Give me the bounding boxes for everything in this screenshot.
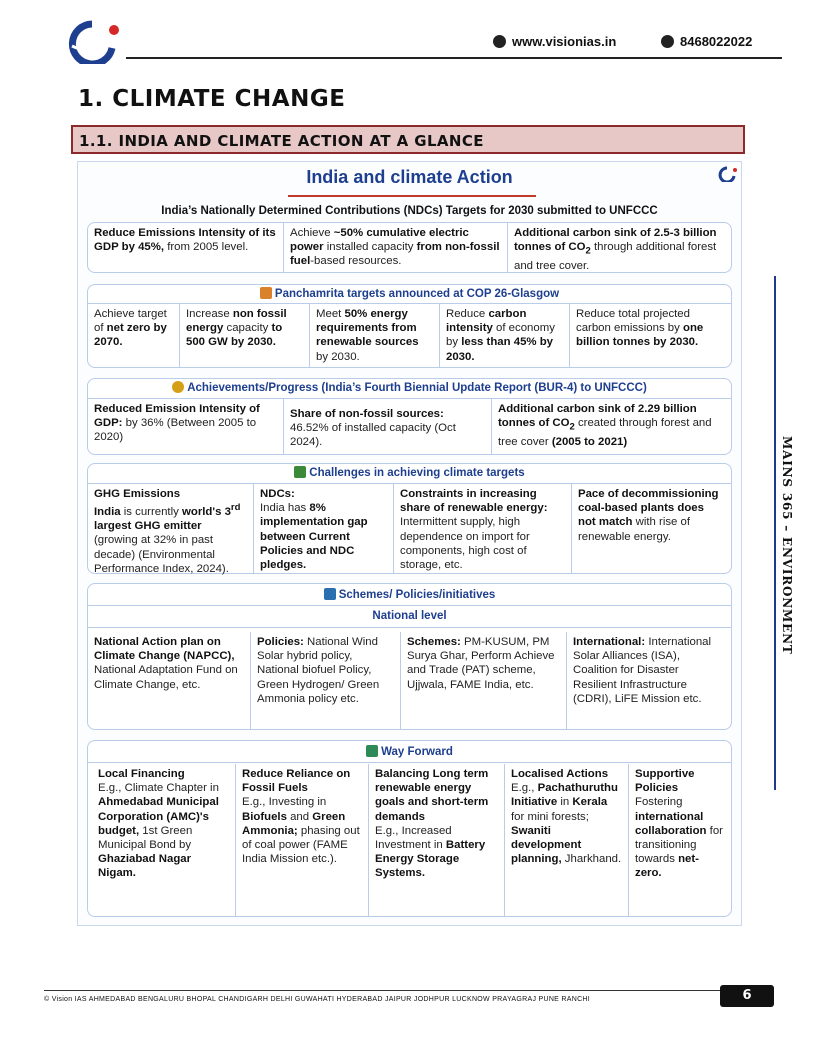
achievements-heading: Achievements/Progress (India’s Fourth Biennial Update Report (BUR-4) to UNFCCC) [88,381,731,394]
ndc-emissions-cell: Reduce Emissions Intensity of its GDP by 45%, from 2005 level. [88,223,284,272]
ndc-heading: India’s Nationally Determined Contributions (NDCs) Targets for 2030 submitted to UNFCCC [161,205,658,217]
achievement-emission-intensity: Reduced Emission Intensity of GDP: by 36% (Between 2005 to 2020) [88,399,284,454]
trophy-icon [172,381,184,393]
section-title: 1.1. INDIA AND CLIMATE ACTION AT A GLANCE [71,125,745,154]
phone-contact [661,34,752,49]
chart-icon [294,466,306,478]
way-forward-heading: Way Forward [88,745,731,758]
ndc-nonfossil-cell: Achieve ~50% cumulative electric power installed capacity from non-fossil fuel-based resources. [284,223,508,272]
schemes-heading: Schemes/ Policies/initiatives [88,588,731,601]
policy-icon [324,588,336,600]
infographic [77,161,742,926]
scheme-international: International: International Solar Alliances (ISA), Coalition for Disaster Resilient Infrastructure (CDRI), LiFE Mission etc. [573,636,712,705]
scheme-schemes: Schemes: PM-KUSUM, PM Surya Ghar, Perform Achieve and Trade (PAT) scheme, Ujjwala, FAME India, etc. [401,632,567,729]
mini-logo-icon [718,166,738,182]
wf-local-financing: Local Financing E.g., Climate Chapter in Ahmedabad Municipal Corporation (AMC)'s budget, 1st Green Municipal Bond by Ghaziabad Nagar Nigam. [88,764,236,916]
title-underline [288,195,536,197]
achievement-non-fossil: Share of non-fossil sources: 46.52% of installed capacity (Oct 2024). [284,399,492,454]
ndc-carbon-sink-cell: Additional carbon sink of 2.5-3 billion tonnes of $CO_2$ through additional forest and tree cover. [514,227,717,272]
panchamrita-emissions: Reduce total projected carbon emissions by one billion tonnes by 2030. [576,308,704,349]
website-text[interactable]: www.visionias.in [512,34,617,49]
footer-cities: © Vision IAS AHMEDABAD BENGALURU BHOPAL CHANDIGARH DELHI GUWAHATI HYDERABAD JAIPUR JODHPUR LUCKNOW PRAYAGRAJ PUNE RANCHI [44,996,591,1003]
globe-icon [493,35,506,48]
phone-icon [661,35,674,48]
side-label: MAINS 365 – ENVIRONMENT [780,436,794,655]
vision-ias-logo [62,18,124,64]
panchamrita-net-zero: Achieve target of net zero by 2070. [88,304,180,367]
target-icon [260,287,272,299]
way-forward-box [87,740,732,917]
footer-divider [44,990,720,991]
infographic-title: India and climate Action [306,167,513,187]
page-number: 6 [720,985,774,1007]
ndc-box [87,222,732,273]
phone-text: 8468022022 [680,34,753,49]
road-icon [366,745,378,757]
panchamrita-carbon-intensity: Reduce carbon intensity of economy by less than 45% by 2030. [440,304,570,367]
chapter-title: 1. CLIMATE CHANGE [78,86,346,112]
website-contact [493,34,616,49]
wf-fossil-fuels: Reduce Reliance on Fossil Fuels E.g., Investing in Biofuels and Green Ammonia; phasing out of coal power (FAME India Mission etc.). [236,764,369,916]
achievement-carbon-sink: Additional carbon sink of 2.29 billion tonnes of $CO_2$ created through forest and tree cover (2005 to 2021) [498,403,712,448]
challenge-ghg: GHG Emissions India is currently world's 3rd largest GHG emitter (growing at 32% in past decade) (Environmental Performance Index, 2024). [88,484,254,573]
panchamrita-heading: Panchamrita targets announced at COP 26-Glasgow [88,287,731,300]
wf-supportive: Supportive Policies Fostering international collaboration for transitioning towards net-zero. [635,768,723,880]
challenge-ndcs: NDCs: India has 8% implementation gap between Current Policies and NDC pledges. [254,484,394,573]
schemes-box [87,583,732,730]
header-divider [126,57,782,59]
achievements-box [87,378,732,455]
schemes-subheading: National level [372,610,447,622]
wf-balancing: Balancing Long term renewable energy goals and short-term demands E.g., Increased Investment in Battery Energy Storage Systems. [369,764,505,916]
scheme-policies: Policies: National Wind Solar hybrid policy, National biofuel Policy, Green Hydrogen/ Green Ammonia policy etc. [251,632,401,729]
panchamrita-non-fossil: Increase non fossil energy capacity to 500 GW by 2030. [180,304,310,367]
panchamrita-box [87,284,732,368]
challenge-renewable-share: Constraints in increasing share of renewable energy: Intermittent supply, high dependence on import for components, high cost of storage, etc. [394,484,572,573]
challenge-coal: Pace of decommissioning coal-based plants does not match with rise of renewable energy. [578,488,719,543]
scheme-napcc: National Action plan on Climate Change (NAPCC), National Adaptation Fund on Climate Change, etc. [88,632,251,729]
challenges-box [87,463,732,574]
panchamrita-renewable: Meet 50% energy requirements from renewable sources by 2030. [310,304,440,367]
challenges-heading: Challenges in achieving climate targets [88,466,731,479]
side-rule [774,276,776,790]
wf-localised: Localised Actions E.g., Pachathuruthu Initiative in Kerala for mini forests; Swaniti development planning, Jharkhand. [505,764,629,916]
